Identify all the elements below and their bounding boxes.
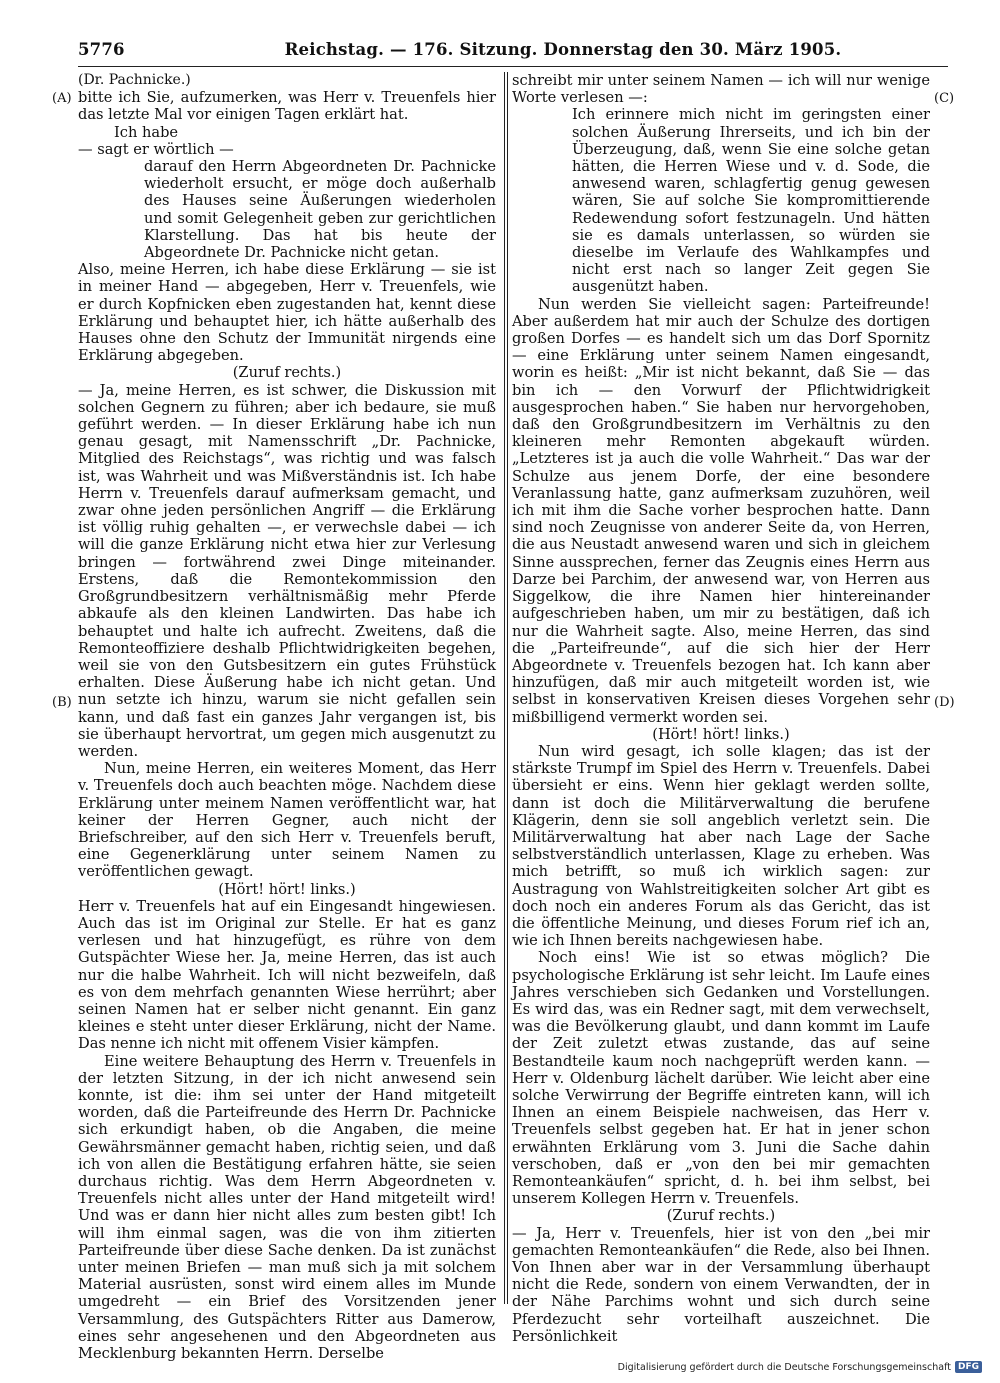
- paragraph: schreibt mir unter seinem Namen — ich will nur wenige Worte verlesen —:: [512, 72, 930, 107]
- paragraph: — Ja, Herr v. Treuenfels, hier ist von den „bei mir gemachten Remonteankäufen“ die Rede, also bei Ihnen. Von Ihnen aber war in der Versammlung überhaupt nicht die Rede, sondern von einem Verwandten, der in der Nähe Parchims wohnt und sich durch seine Pferdezucht sehr vorteilhaft auszeichnet. Die Persönlichkeit: [512, 1224, 930, 1345]
- interjection: (Zuruf rechts.): [232, 364, 342, 382]
- page-number: 5776: [78, 40, 125, 59]
- paragraph: Eine weitere Behauptung des Herrn v. Treuenfels in der letzten Sitzung, in der ich nicht anwesend sein konnte, ist die: ihm sei unter der Hand mitgeteilt worden, daß die Parteifreunde des Herrn Dr. Pachnicke sich erkundigt haben, ob die Angaben, die meine Gewährsmänner gemacht haben, richtig seien, und daß ich von allen die Bestätigung erfahren hätte, sie seien durchaus richtig. Was dem Herrn Abgeordneten v. Treuenfels nicht alles unter der Hand mitgeteilt wird! Und was er dann hier nicht alles zum besten gibt! Ich will ihm einmal sagen, was die von ihm zitierten Parteifreunde über diese Sache denken. Da ist zunächst unter meinen Briefen — man muß sich ja mit solchem Material ausrüsten, sonst wird einem alles im Munde umgedreht — ein Brief des Vorsitzenden jener Versammlung, des Gutspächters Ritter aus Damerow, eines sehr angesehenen und den Abgeordneten aus Mecklenburg bekannten Herrn. Derselbe: [78, 1052, 496, 1363]
- section-marker-a: (A): [52, 91, 72, 106]
- column-divider: [504, 72, 505, 1304]
- paragraph: bitte ich Sie, aufzumerken, was Herr v. Treuenfels hier das letzte Mal vor einigen Tagen erklärt hat.: [78, 89, 496, 124]
- footer-credit: Digitalisierung gefördert durch die Deutsche Forschungsgemeinschaft: [617, 1361, 951, 1373]
- quote-block: darauf den Herrn Abgeordneten Dr. Pachnicke wiederholt ersucht, er möge doch außerhalb des Hauses seine Äußerungen wiederholen und somit Gelegenheit geben zur gerichtlichen Klarstellung. Das hat bis heute der Abgeordnete Dr. Pachnicke nicht getan.: [144, 158, 496, 262]
- left-column: [78, 72, 496, 1363]
- paragraph: Noch eins! Wie ist so etwas möglich? Die psychologische Erklärung ist sehr leicht. Im Laufe eines Jahres verschieben sich Gedanken und Vorstellungen. Es wird das, was ein Redner sagt, mit dem verwechselt, was die Bevölkerung glaubt, und dann kommt im Laufe der Zeit zuletzt etwas zustande, das auf seine Bestandteile kaum noch nachgeprüft werden kann. — Herr v. Oldenburg lächelt darüber. Wie leicht aber eine solche Verwirrung der Begriffe eintreten kann, will ich Ihnen an einem Beispiele nachweisen, das Herr v. Treuenfels selbst gegeben hat. Er hat in jener schon erwähnten Erklärung vom 3. Juni die Sache dahin verschoben, daß er „von den bei mir gemachten Remonteankäufen“ spricht, d. h. bei ihm selbst, bei unserem Kollegen Herrn v. Treuenfels.: [512, 949, 930, 1208]
- paragraph: Nun werden Sie vielleicht sagen: Parteifreunde! Aber außerdem hat mir auch der Schulze des dortigen großen Dorfes — es handelt sich um das Dorf Spornitz — eine Erklärung unter seinem Namen eingesandt, worin es heißt: „Mir ist nicht bekannt, daß Sie — das bin ich — den Vorwurf der Pflichtwidrigkeit ausgesprochen haben.“ Sie haben nur hervorgehoben, daß den Großgrundbesitzern im Verhältnis zu den kleineren mehr Remonten abgekauft würden. „Letzteres ist ja auch die volle Wahrheit.“ Das war der Schulze aus jenem Dorfe, der eine besondere Veranlassung hatte, ganz aufmerksam zuzuhören, weil ich mit ihm die Sache vorher besprochen hatte. Dann sind noch Zeugnisse von anderer Seite da, von Herren, die aus Neustadt anwesend waren und sich in gleichem Sinne aussprechen, ferner das Zeugnis eines Herrn aus Darze bei Parchim, der anwesend war, von Herren aus Siggelkow, die ihre Namen hier hintereinander aufgeschrieben haben, um mir zu bestätigen, daß ich nur die Wahrheit sagte. Also, meine Herren, das sind die „Parteifreunde“, auf die sich hier der Herr Abgeordnete v. Treuenfels bezogen hat. Ich kann aber hinzufügen, daß mir auch mitgeteilt worden ist, wie selbst in konservativen Kreisen dieses Vorgehen sehr mißbilligend vermerkt worden sei.: [512, 295, 930, 726]
- paragraph: Also, meine Herren, ich habe diese Erklärung — sie ist in meiner Hand — abgegeben, Herr v. Treuenfels, wie er durch Kopfnicken eben zugestanden hat, kennt diese Erklärung und behauptet hier, ich hätte außerhalb des Hauses ohne den Schutz der Immunität nirgends eine Erklärung abgegeben.: [78, 261, 496, 365]
- right-column: [512, 72, 930, 1345]
- speaker-label: (Dr. Pachnicke.): [78, 72, 191, 88]
- page-header: [78, 40, 948, 66]
- paragraph: Herr v. Treuenfels hat auf ein Eingesandt hingewiesen. Auch das ist im Original zur Stelle. Er hat es ganz verlesen und hat hinzugefügt, es rühre von dem Gutspächter Wiese her. Ja, meine Herren, das ist auch nur die halbe Wahrheit. Ich will nicht bezweifeln, daß es von dem mehrfach genannten Wiese herrührt; aber seinen Namen hat er selber nicht genannt. Ein ganz kleines e steht unter dieser Erklärung, nicht der Name. Das nenne ich nicht mit offenem Visier kämpfen.: [78, 897, 496, 1053]
- running-head: Reichstag. — 176. Sitzung. Donnerstag den 30. März 1905.: [284, 40, 842, 59]
- interjection-line: — sagt er wörtlich —: [78, 140, 234, 158]
- interjection: (Hört! hört! links.): [218, 880, 356, 898]
- quote-line: Ich habe: [114, 123, 179, 141]
- section-marker-c: (C): [934, 91, 955, 106]
- paragraph: Nun, meine Herren, ein weiteres Moment, das Herr v. Treuenfels doch auch beachten möge. Nachdem diese Erklärung unter meinem Namen veröffentlicht war, hat keiner der Herren Gegner, auch nicht der Briefschreiber, auf den sich Herr v. Treuenfels beruft, eine Gegenerklärung unter seinem Namen zu veröffentlichen gewagt.: [78, 760, 496, 881]
- quote-block: Ich erinnere mich nicht im geringsten einer solchen Äußerung Ihrerseits, und ich bin der Überzeugung, daß, wenn Sie eine solche getan hätten, die Herren Wiese und v. d. Sode, die anwesend waren, schlagfertig genug gewesen wären, Sie auf solche Sie kompromittierende Redewendung sofort festzunageln. Und hätten sie es damals unterlassen, so würden sie dieselbe im Verlaufe des Wahlkampfes und nicht erst nach so langer Zeit gegen Sie ausgenützt haben.: [572, 106, 930, 296]
- section-marker-d: (D): [934, 695, 955, 710]
- column-divider: [507, 72, 508, 1304]
- paragraph: — Ja, meine Herren, es ist schwer, die Diskussion mit solchen Gegnern zu führen; aber ich bedaure, sie muß geführt werden. — In dieser Erklärung habe ich nun genau gesagt, mit Namensschrift „Dr. Pachnicke, Mitglied des Reichstags“, was richtig und was falsch ist, was Wahrheit und was Mißverständnis ist. Ich habe Herrn v. Treuenfels darauf aufmerksam gemacht, und zwar ohne jeden persönlichen Angriff — die Erklärung ist völlig ruhig gehalten —, er verwechsle dabei — ich will die ganze Erklärung nicht etwa hier zur Verlesung bringen — fortwährend zwei Dinge miteinander. Erstens, daß die Remontekommission den Großgrundbesitzern verhältnismäßig mehr Pferde abkaufe als den kleinen Landwirten. Das habe ich behauptet und halte ich aufrecht. Zweitens, daß die Remonteoffiziere deshalb Pflichtwidrigkeiten begehen, weil sie von den Gutsbesitzern ein gutes Frühstück erhalten. Diese Äußerung habe ich nicht getan. Und nun setzte ich hinzu, warum sie nicht gefallen sein kann, und daß fast ein ganzes Jahr vergangen ist, bis sie überhaupt hervortrat, um gegen mich ausgenutzt zu werden.: [78, 381, 496, 760]
- header-rule: [78, 66, 948, 67]
- interjection: (Hört! hört! links.): [652, 725, 790, 743]
- paragraph: Nun wird gesagt, ich solle klagen; das ist der stärkste Trumpf im Spiel des Herrn v. Treuenfels. Dabei übersieht er eins. Wenn hier geklagt werden sollte, dann ist doch die Militärverwaltung die berufene Klägerin, denn sie soll angeblich verletzt sein. Die Militärverwaltung hat aber nach Lage der Sache selbstverständlich unterlassen, Klage zu erheben. Was mich betrifft, so muß ich wirklich sagen: zur Austragung von Wahlstreitigkeiten solcher Art gibt es doch noch ein anderes Forum als das Gericht, das ist die öffentliche Meinung, und dieses Forum rief ich an, wie ich Ihnen bereits nachgewiesen habe.: [512, 742, 930, 950]
- footer: [618, 1361, 982, 1373]
- interjection: (Zuruf rechts.): [666, 1207, 776, 1225]
- dfg-logo: DFG: [955, 1361, 982, 1373]
- section-marker-b: (B): [52, 695, 72, 710]
